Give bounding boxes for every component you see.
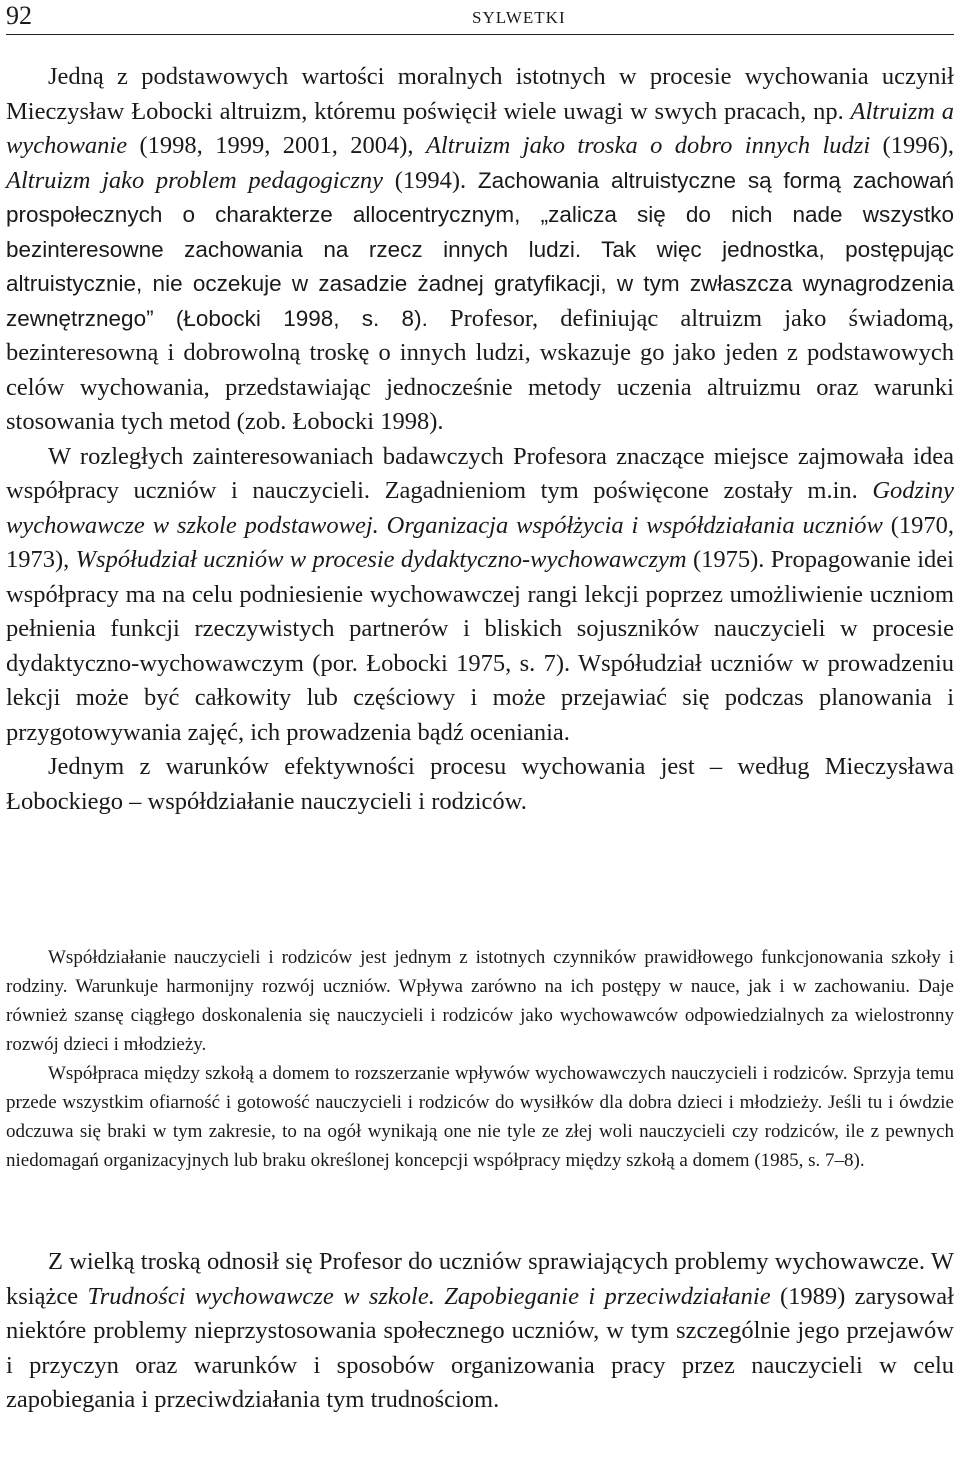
page-number: 92	[6, 1, 32, 30]
book-title: Współudział uczniów w procesie dydaktyczno-wychowawczym	[75, 546, 687, 573]
text-segment: (1975). Propagowanie idei współpracy ma na celu podniesienie wychowawczej rangi lekcji poprzez umożliwienie uczniom pełnienia funkcji rzeczywistych partnerów i bliskich sojuszników nauczycieli w procesie dydaktyczno-wychowawczym (por. Łobocki 1975, s. 7). Współudział uczniów w prowadzeniu lekcji może być całkowity lub częściowy i może przejawiać się podczas planowania i przygotowywania zajęć, ich prowadzenia bądź oceniania.	[6, 546, 954, 746]
book-title: Altruizm a wychowanie	[6, 97, 955, 159]
book-title: Altruizm jako troska o dobro innych ludzi	[425, 132, 871, 159]
text-segment: Profesor, definiując altruizm jako świadomą, bezinteresowną i dobrowolną troskę o innych ludzi, wskazuje go jako jeden z podstawowych celów wychowania, przedstawiając jednocześnie metody uczenia altruizmu oraz warunki stosowania tych metod (zob. Łobocki 1998).	[6, 304, 954, 435]
quoted-definition: Zachowania altruistyczne są formą zachowań prospołecznych o charakterze allocentrycznym, „zalicza się do nich nade wszystko bezinteresowne zachowania na rzecz innych ludzi. Tak więc jednostka, postępując altruistycznie, nie oczekuje w zasadzie żadnej gratyfikacji, w tym zwłaszcza wynagrodzenia zewnętrznego” (Łobocki 1998, s. 8).	[6, 167, 955, 331]
page-header	[6, 0, 954, 35]
paragraph-parents: Jednym z warunków efektywności procesu wychowania jest – według Mieczysława Łobockiego – współdziałanie nauczycieli i rodziców.	[6, 753, 954, 815]
closing-text	[6, 1245, 954, 1418]
text-segment: (1996),	[870, 132, 954, 159]
block-quote	[6, 943, 954, 1175]
text-segment: Z wielką troską odnosił się Profesor do uczniów sprawiających problemy wychowawcze. W książce	[6, 1248, 954, 1310]
paragraph-altruism	[6, 60, 954, 440]
text-segment: (1994).	[383, 166, 478, 194]
main-text	[6, 60, 954, 819]
paragraph-cooperation	[6, 440, 954, 751]
running-head: SYLWETKI	[472, 8, 566, 27]
text-segment: (1998, 1999, 2001, 2004),	[127, 132, 426, 159]
paragraph-difficulties	[6, 1245, 954, 1418]
book-title: Altruizm jako problem pedagogiczny	[6, 166, 384, 194]
book-title: Trudności wychowawcze w szkole. Zapobieganie i przeciwdziałanie	[87, 1282, 771, 1310]
book-title: Godziny wychowawcze w szkole podstawowej. Organizacja współżycia i współdziałania uczniów	[6, 477, 954, 539]
quote-paragraph-2: Współpraca między szkołą a domem to rozszerzanie wpływów wychowawczych nauczycieli i rodziców. Sprzyja temu przede wszystkim ofiarność i gotowość nauczycieli i rodziców do wysiłków dla dobra dzieci i młodzieży. Jeśli tu i ówdzie odczuwa się braki w tym zakresie, to na ogół wynikają one nie tyle ze złej woli nauczycieli czy rodziców, ile z pewnych niedomagań organizacyjnych lub braku określonej koncepcji współpracy między szkołą a domem (1985, s. 7–8).	[6, 1063, 954, 1171]
text-segment: (1970, 1973),	[6, 511, 954, 573]
text-segment: (1989) zarysował niektóre problemy nieprzystosowania społecznego uczniów, w tym szczególnie jego przejawów i przyczyn oraz warunków i sposobów organizowania pracy przez nauczycieli w celu zapobiegania i przeciwdziałania tym trudnościom.	[6, 1282, 954, 1413]
text-segment: Jedną z podstawowych wartości moralnych istotnych w procesie wychowania uczynił Mieczysław Łobocki altruizm, któremu poświęcił wiele uwagi w swych pracach, np.	[6, 63, 954, 125]
quote-paragraph-1: Współdziałanie nauczycieli i rodziców jest jednym z istotnych czynników prawidłowego funkcjonowania szkoły i rodziny. Warunkuje harmonijny rozwój uczniów. Wpływa zarówno na ich postępy w nauce, jak i w zachowaniu. Daje również szansę ciągłego doskonalenia się nauczycieli i rodziców jako wychowawców odpowiedzialnych za wielostronny rozwój dzieci i młodzieży.	[6, 947, 954, 1055]
text-segment: W rozległych zainteresowaniach badawczych Profesora znaczące miejsce zajmowała idea współpracy uczniów i nauczycieli. Zagadnieniom tym poświęcone zostały m.in.	[6, 442, 954, 504]
